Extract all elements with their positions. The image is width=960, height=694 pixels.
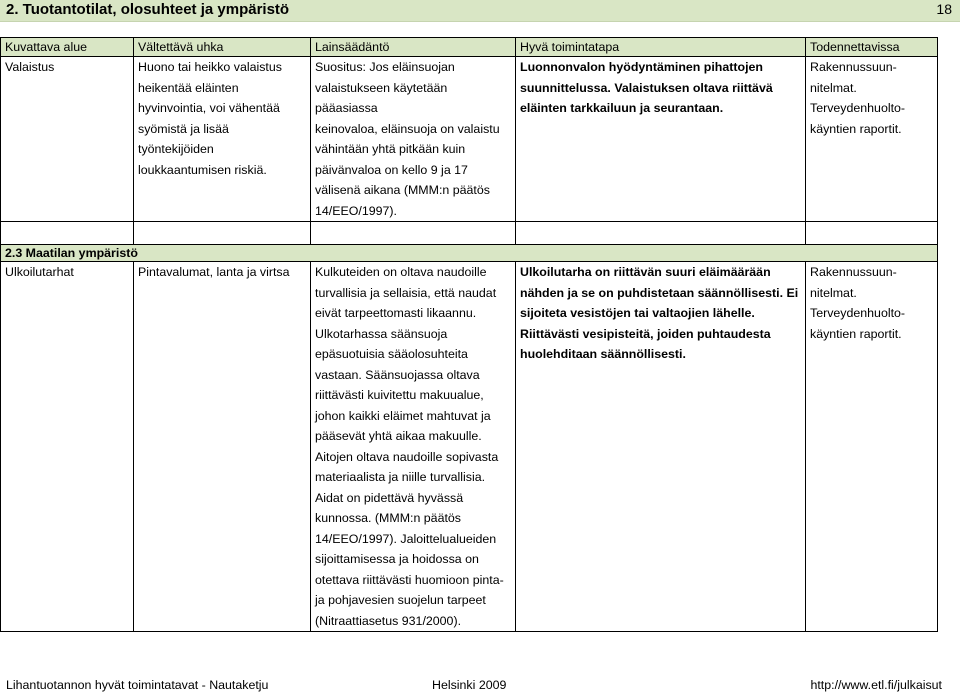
page-number: 18: [936, 1, 952, 17]
footer-place-year: Helsinki 2009: [432, 678, 507, 692]
section-heading: 2.3 Maatilan ympäristö: [1, 245, 938, 262]
practice-cell: Luonnonvalon hyödyntäminen pihattojen suunnittelussa. Valaistuksen oltava riittävä eläinten tarkkailuun ja seurantaan.: [516, 57, 806, 222]
page-title: 2. Tuotantotilat, olosuhteet ja ympäristö: [6, 1, 290, 18]
table-row: [1, 57, 938, 222]
area-cell: Valaistus: [1, 57, 134, 222]
column-header: Todennettavissa: [806, 38, 938, 57]
table-header-row: [1, 38, 938, 57]
threat-cell: Pintavalumat, lanta ja virtsa: [134, 262, 311, 632]
column-header: Kuvattava alue: [1, 38, 134, 57]
practice-cell: Ulkoilutarha on riittävän suuri eläimäärään nähden ja se on puhdistetaan säännöllisesti. Ei sijoiteta vesistöjen tai valtaojien lähelle. Riittävästi vesipisteitä, joiden puhtaudesta huolehditaan säännöllisesti.: [516, 262, 806, 632]
threat-cell: Huono tai heikko valaistus heikentää eläinten hyvinvointia, voi vähentää syömistä ja lisää työntekijöiden loukkaantumisen riskiä.: [134, 57, 311, 222]
section-heading-row: [1, 245, 938, 262]
page-header-bar: [0, 0, 960, 22]
page-footer: [0, 676, 960, 694]
spacer-row: [1, 222, 938, 245]
requirements-table: [0, 37, 938, 632]
column-header: Hyvä toimintatapa: [516, 38, 806, 57]
column-header: Vältettävä uhka: [134, 38, 311, 57]
footer-publication: Lihantuotannon hyvät toimintatavat - Nautaketju: [6, 678, 269, 692]
verification-cell: Rakennussuun- nitelmat. Terveydenhuolto- käyntien raportit.: [806, 262, 938, 632]
footer-url: http://www.etl.fi/julkaisut: [810, 678, 942, 692]
verification-cell: Rakennussuun- nitelmat. Terveydenhuolto- käyntien raportit.: [806, 57, 938, 222]
legislation-cell: Suositus: Jos eläinsuojan valaistukseen käytetään pääasiassa keinovaloa, eläinsuoja on valaistu vähintään yhtä pitkään kuin päivänvaloa on kello 9 ja 17 välisenä aikana (MMM:n päätös 14/EEO/1997).: [311, 57, 516, 222]
table-row: [1, 262, 938, 632]
area-cell: Ulkoilutarhat: [1, 262, 134, 632]
legislation-cell: Kulkuteiden on oltava naudoille turvallisia ja sellaisia, että naudat eivät tarpeettomasti likaannu. Ulkotarhassa säänsuoja epäsuotuisia sääolosuhteita vastaan. Säänsuojassa oltava riittävästi kuivitettu makuualue, johon kaikki eläimet mahtuvat ja pääsevät yhtä aikaa makuulle. Aitojen oltava naudoille sopivasta materiaalista ja niille turvallisia. Aidat on pidettävä hyvässä kunnossa. (MMM:n päätös 14/EEO/1997). Jaloittelualueiden sijoittamisessa ja hoidossa on otettava riittävästi huomioon pinta- ja pohjavesien suojelun tarpeet (Nitraattiasetus 931/2000).: [311, 262, 516, 632]
column-header: Lainsäädäntö: [311, 38, 516, 57]
